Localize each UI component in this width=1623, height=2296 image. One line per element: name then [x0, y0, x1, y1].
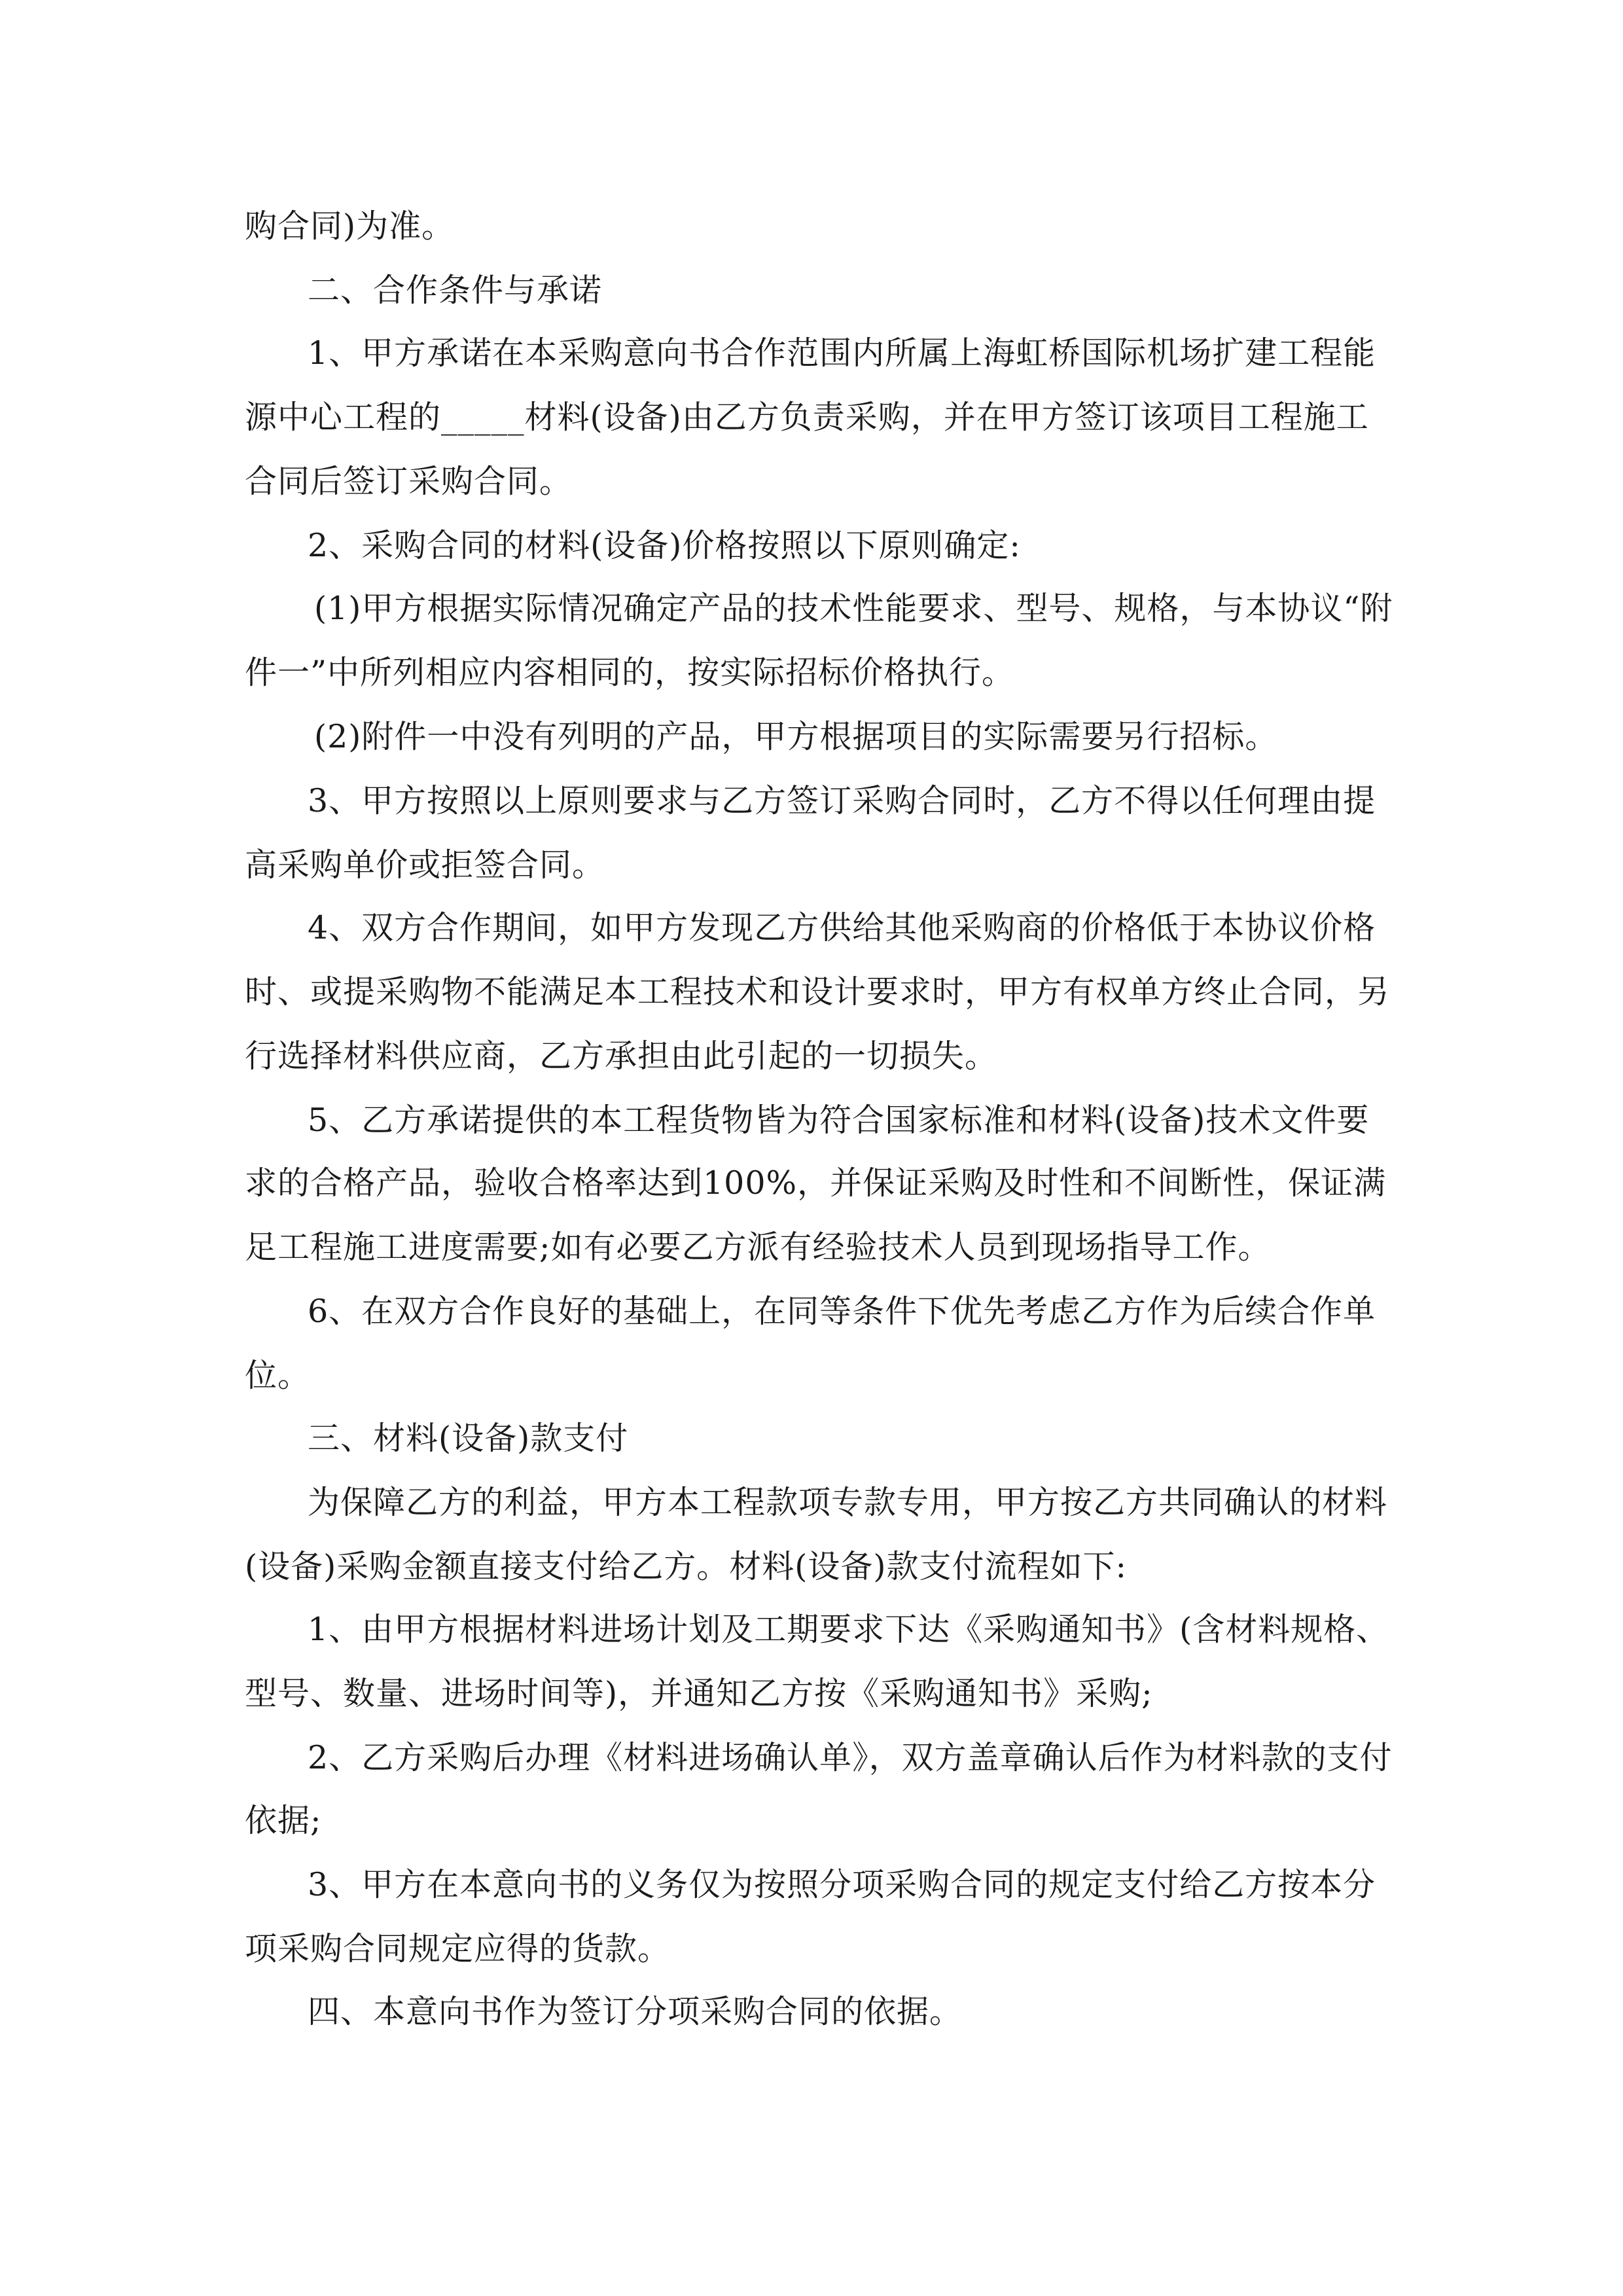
text-line: 购合同)为准。	[245, 207, 455, 245]
text-line: (1)甲方根据实际情况确定产品的技术性能要求、型号、规格，与本协议“附	[314, 590, 1393, 627]
text-line: 6、在双方合作良好的基础上，在同等条件下优先考虑乙方作为后续合作单	[308, 1293, 1376, 1330]
text-line: 2、采购合同的材料(设备)价格按照以下原则确定:	[308, 527, 1021, 564]
text-line: 为保障乙方的利益，甲方本工程款项专款专用，甲方按乙方共同确认的材料	[308, 1484, 1388, 1521]
text-line: 3、甲方在本意向书的义务仅为按照分项采购合同的规定支付给乙方按本分	[308, 1866, 1376, 1903]
text-line: 位。	[245, 1357, 311, 1394]
text-line: 1、甲方承诺在本采购意向书合作范围内所属上海虹桥国际机场扩建工程能	[308, 334, 1376, 372]
text-line: 源中心工程的_____材料(设备)由乙方负责采购，并在甲方签订该项目工程施工	[245, 399, 1369, 436]
text-line: 合同后签订采购合同。	[245, 463, 573, 500]
section-heading: 二、合作条件与承诺	[308, 272, 603, 309]
section-heading: 四、本意向书作为签订分项采购合同的依据。	[308, 1993, 963, 2030]
text-line: 型号、数量、进场时间等)，并通知乙方按《采购通知书》采购;	[245, 1675, 1153, 1712]
text-line: 1、由甲方根据材料进场计划及工期要求下达《采购通知书》(含材料规格、	[308, 1611, 1389, 1648]
text-line: 2、乙方采购后办理《材料进场确认单》，双方盖章确认后作为材料款的支付	[308, 1739, 1393, 1776]
text-line: 高采购单价或拒签合同。	[245, 846, 605, 884]
section-heading: 三、材料(设备)款支付	[308, 1420, 629, 1457]
text-line: 5、乙方承诺提供的本工程货物皆为符合国家标准和材料(设备)技术文件要	[308, 1102, 1370, 1139]
text-line: 足工程施工进度需要;如有必要乙方派有经验技术人员到现场指导工作。	[245, 1229, 1271, 1266]
text-line: 4、双方合作期间，如甲方发现乙方供给其他采购商的价格低于本协议价格	[308, 909, 1376, 946]
text-line: 求的合格产品，验收合格率达到100%，并保证采购及时性和不间断性，保证满	[245, 1164, 1387, 1202]
text-line: (2)附件一中没有列明的产品，甲方根据项目的实际需要另行招标。	[314, 718, 1278, 755]
text-line: 件一”中所列相应内容相同的，按实际招标价格执行。	[245, 654, 1015, 691]
text-line: 3、甲方按照以上原则要求与乙方签订采购合同时，乙方不得以任何理由提	[308, 782, 1376, 819]
text-line: 依据;	[245, 1802, 322, 1839]
text-line: 时、或提采购物不能满足本工程技术和设计要求时，甲方有权单方终止合同，另	[245, 973, 1391, 1011]
text-line: 项采购合同规定应得的货款。	[245, 1930, 671, 1967]
text-line: 行选择材料供应商，乙方承担由此引起的一切损失。	[245, 1037, 998, 1075]
text-line: (设备)采购金额直接支付给乙方。材料(设备)款支付流程如下:	[245, 1548, 1127, 1585]
